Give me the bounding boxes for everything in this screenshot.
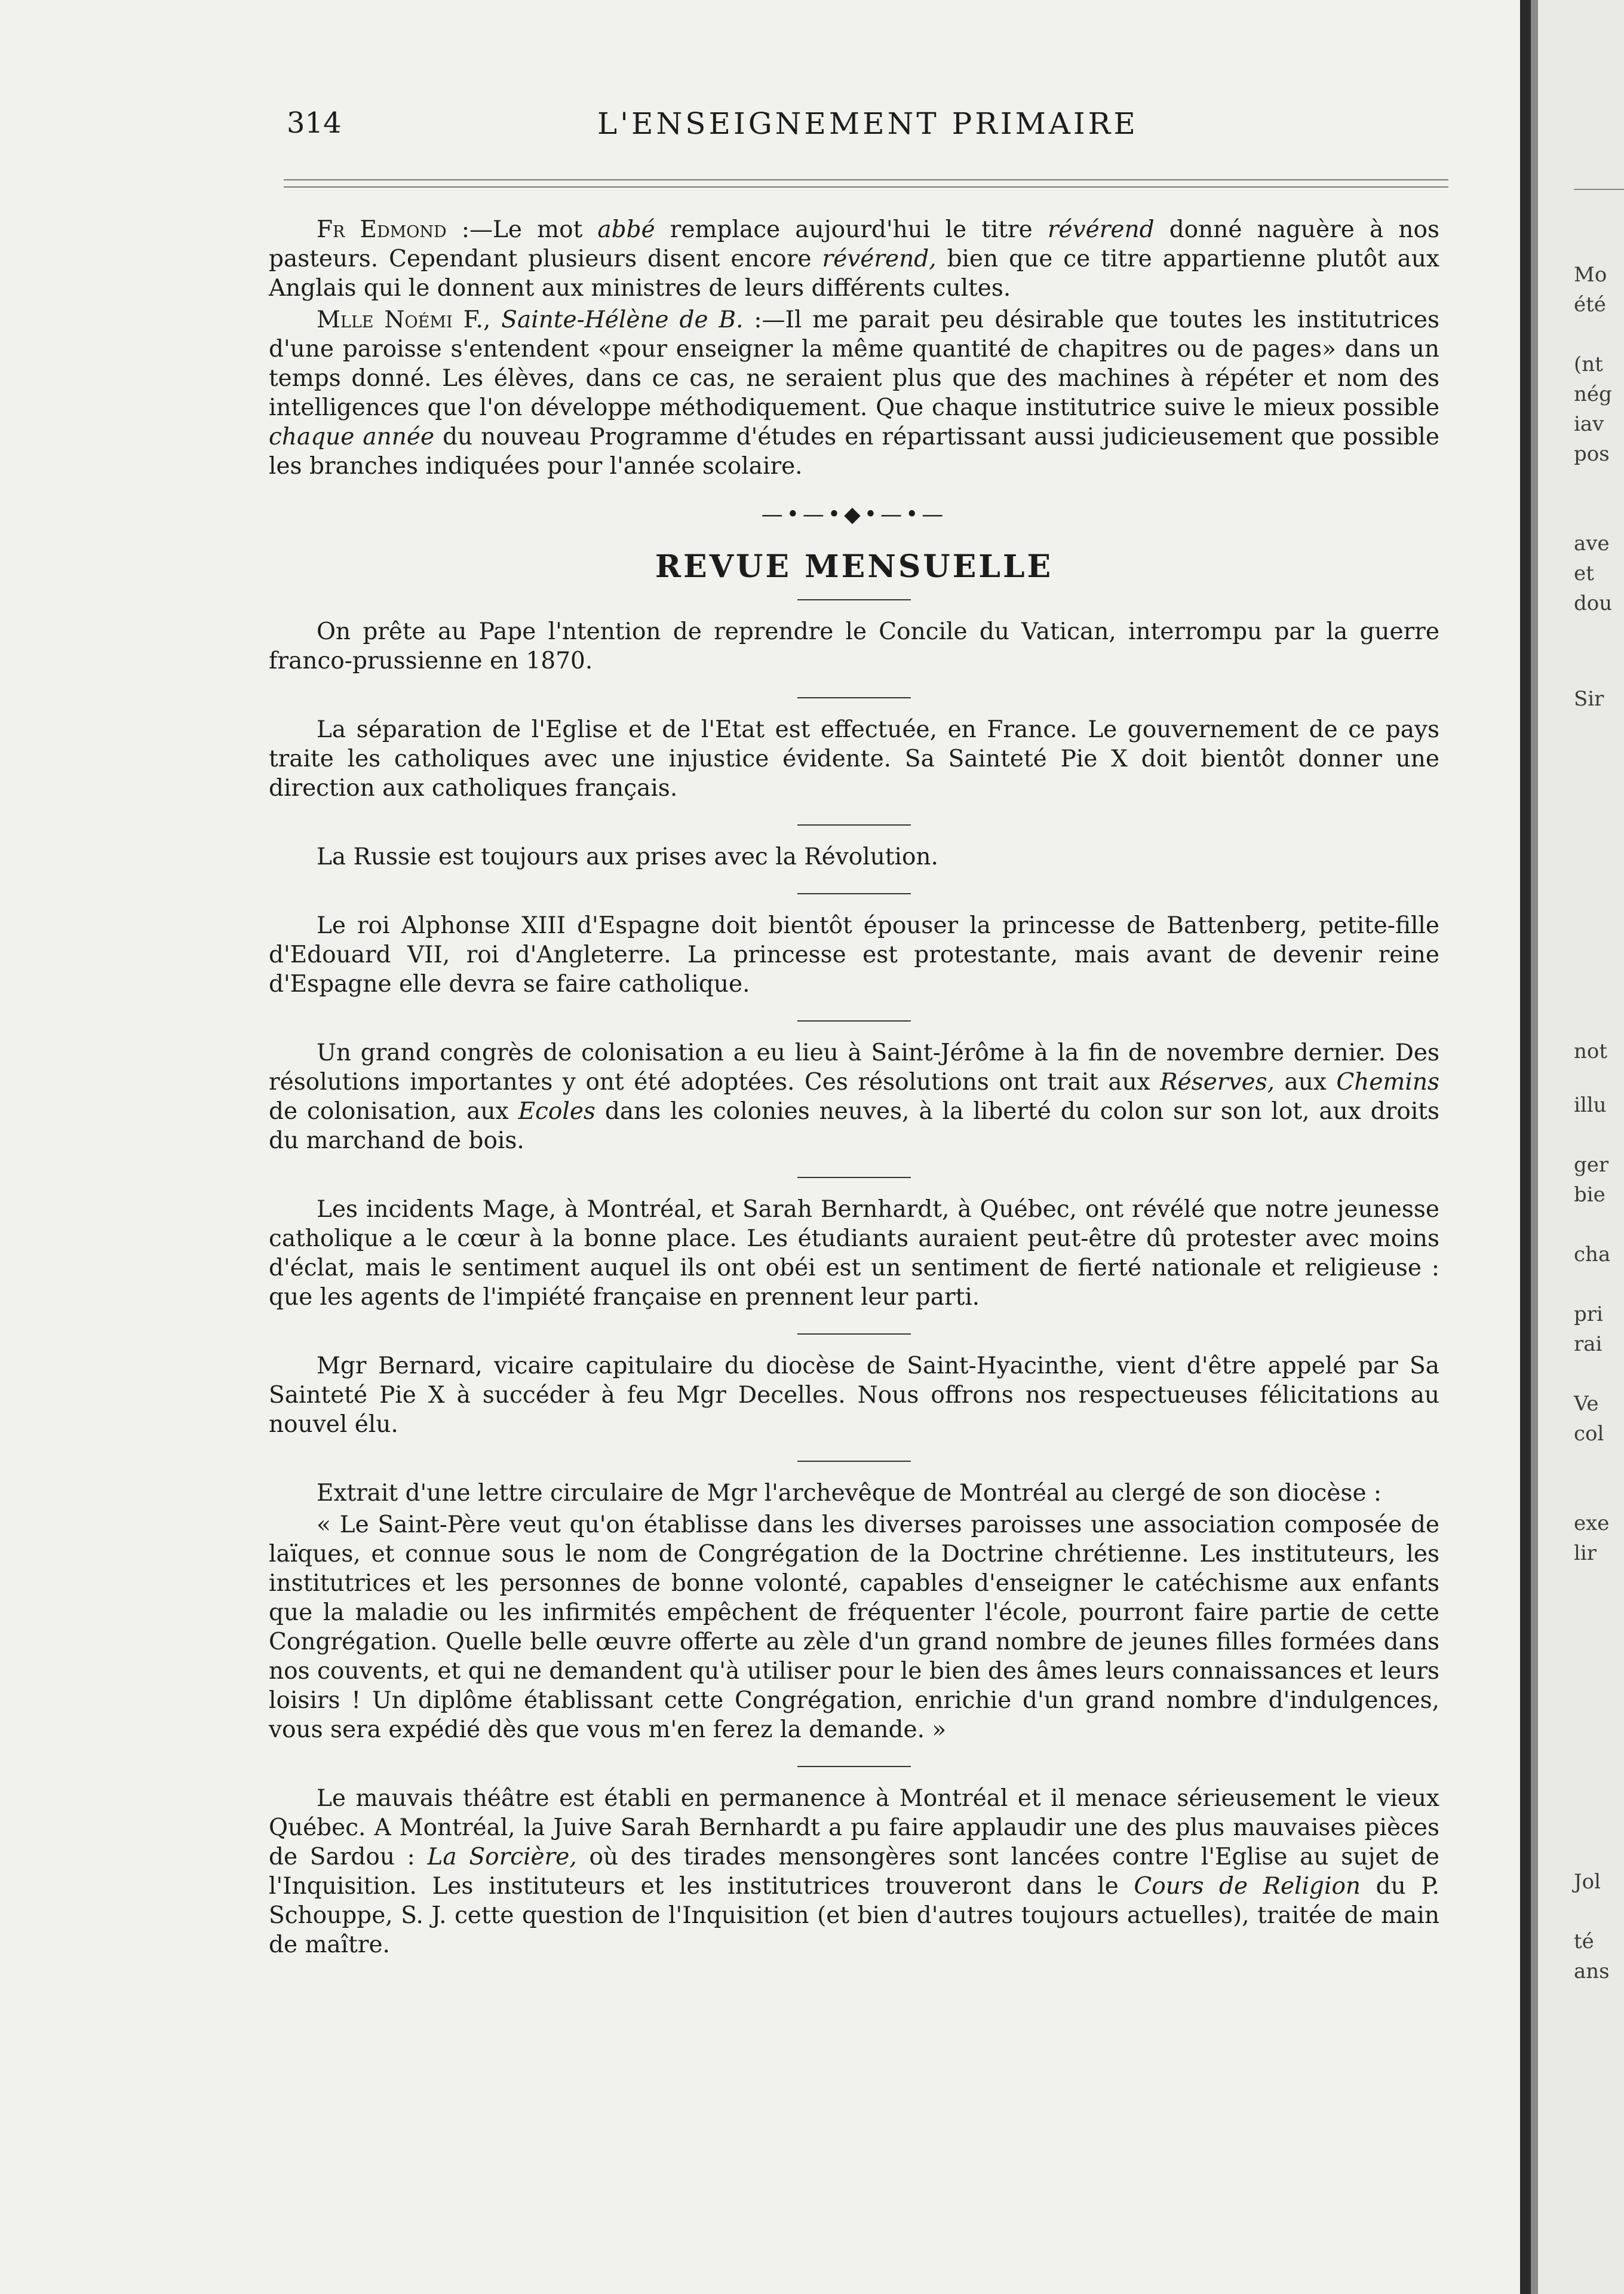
separator	[797, 697, 911, 698]
ornament-divider: —•—•◆•—•—	[761, 502, 947, 527]
page-number: 314	[287, 106, 342, 140]
book-gutter-edge	[1531, 0, 1538, 2294]
right-page-fragment: rai	[1574, 1332, 1602, 1356]
separator	[797, 1020, 911, 1022]
news-item-colonisation: Un grand congrès de colonisation a eu lieu à Saint-Jérôme à la fin de novembre dernier. Des résolutions importantes y ont été adoptées. Ces résolutions ont trait aux Réserves, aux Chemins de colonisation, aux Ecoles dans les colonies neuves, à la liberté du colon sur son lot, aux droits du marchand de bois.	[269, 1039, 1439, 1154]
right-page-fragment: Sir	[1574, 687, 1604, 711]
separator	[797, 824, 911, 826]
respondent-name: Fr Edmond	[317, 216, 447, 243]
right-page-fragment: not	[1574, 1039, 1608, 1063]
right-page-fragment: ave	[1574, 532, 1610, 556]
right-page-fragment: pos	[1574, 442, 1610, 466]
right-page-fragment: Ve	[1574, 1392, 1599, 1416]
right-page-fragment: ans	[1574, 1959, 1610, 1983]
answer-mlle-noemi: Mlle Noémi F., Sainte-Hélène de B. :—Il me parait peu désirable que toutes les institutrices d'une paroisse s'entendent «pour enseigner la même quantité de chapitres ou de pages» dans un temps donné. Les élèves, dans ce cas, ne seraient plus que des machines à répéter et nom des intelligences que l'on développe méthodiquement. Que chaque institutrice suive le mieux possible chaque année du nouveau Programme d'études en répartissant aussi judicieusement que possible les branches indiquées pour l'année scolaire.	[269, 306, 1439, 480]
news-item-vatican: On prête au Pape l'ntention de reprendre le Concile du Vatican, interrompu par la guerre franco-prussienne en 1870.	[269, 618, 1439, 674]
header-rule-2	[284, 186, 1448, 188]
text-column	[269, 215, 1439, 1981]
right-page-fragment: cha	[1574, 1243, 1611, 1266]
section-title: REVUE MENSUELLE	[655, 548, 1054, 585]
news-item-separation: La séparation de l'Eglise et de l'Etat est effectuée, en France. Le gouvernement de ce pays traite les catholiques avec une injustice évidente. Sa Sainteté Pie X doit bientôt donner une direction aux catholiques français.	[269, 716, 1439, 802]
right-page-fragment: bie	[1574, 1183, 1605, 1207]
right-page-fragment: dou	[1574, 591, 1613, 615]
right-page-fragment: Mo	[1574, 263, 1607, 287]
answer-fr-edmond: Fr Edmond :—Le mot abbé remplace aujourd'hui le titre révérend donné naguère à nos pasteurs. Cependant plusieurs disent encore révérend, bien que ce titre appartienne plutôt aux Anglais qui le donnent aux ministres de leurs différents cultes.	[269, 216, 1439, 302]
right-page-fragment: té	[1574, 1930, 1594, 1953]
news-item-circular-intro: Extrait d'une lettre circulaire de Mgr l'archevêque de Montréal au clergé de son diocèse :	[317, 1480, 1382, 1507]
news-item-alphonse: Le roi Alphonse XIII d'Espagne doit bientôt épouser la princesse de Battenberg, petite-fille d'Edouard VII, roi d'Angleterre. La princesse est protestante, mais avant de devenir reine d'Espagne elle devra se faire catholique.	[269, 912, 1439, 998]
separator	[797, 893, 911, 894]
news-item-incidents: Les incidents Mage, à Montréal, et Sarah Bernhardt, à Québec, ont révélé que notre jeunesse catholique a le cœur à la bonne place. Les étudiants auraient peut-être dû protester avec moins d'éclat, mais le sentiment auquel ils ont obéi est un sentiment de fierté nationale et religieuse : que les agents de l'impiété française en prennent leur parti.	[269, 1196, 1439, 1311]
right-page-fragment: illu	[1574, 1093, 1607, 1117]
book-gutter	[1520, 0, 1531, 2294]
separator	[797, 1461, 911, 1462]
separator	[797, 1177, 911, 1178]
right-page-fragment: ger	[1574, 1153, 1609, 1177]
news-item-theatre: Le mauvais théâtre est établi en permanence à Montréal et il menace sérieusement le vieux Québec. A Montréal, la Juive Sarah Bernhardt a pu faire applaudir une des plus mauvaises pièces de Sardou : La Sorcière, où des tirades mensongères sont lancées contre l'Eglise au sujet de l'Inquisition. Les instituteurs et les institutrices trouveront dans le Cours de Religion du P. Schouppe, S. J. cette question de l'Inquisition (et bien d'autres toujours actuelles), traitée de main de maître.	[269, 1785, 1439, 1958]
right-page-header-rule	[1574, 189, 1624, 190]
separator	[797, 599, 911, 600]
respondent-name: Mlle Noémi F.,	[317, 306, 491, 333]
right-page-fragment: pri	[1574, 1302, 1603, 1326]
right-page-fragment: exe	[1574, 1511, 1610, 1535]
right-page-fragment: col	[1574, 1422, 1604, 1446]
right-page-fragment: Jol	[1574, 1870, 1601, 1894]
running-title: L'ENSEIGNEMENT PRIMAIRE	[597, 106, 1138, 141]
right-page-edge	[1538, 0, 1624, 2294]
right-page-fragment: lir	[1574, 1541, 1597, 1565]
right-page-fragment: (nt	[1574, 352, 1603, 376]
right-page-fragment: nég	[1574, 382, 1612, 406]
separator	[797, 1333, 911, 1335]
right-page-fragment: et	[1574, 562, 1594, 585]
right-page-fragment: iav	[1574, 412, 1604, 436]
news-item-circular-quote: « Le Saint-Père veut qu'on établisse dans les diverses paroisses une association composée de laïques, et connue sous le nom de Congrégation de la Doctrine chrétienne. Les instituteurs, les institutrices et les personnes de bonne volonté, capables d'enseigner le catéchisme aux enfants que la maladie ou les infirmités empêchent de fréquenter l'école, pourront faire partie de cette Congrégation. Quelle belle œuvre offerte au zèle d'un grand nombre de jeunes filles formées dans nos couvents, et qui ne demandent qu'à utiliser pour le bien des âmes leurs connaissances et leurs loisirs ! Un diplôme établissant cette Congrégation, enrichie d'un grand nombre d'indulgences, vous sera expédié dès que vous m'en ferez la demande. »	[269, 1511, 1439, 1743]
right-page-fragment: été	[1574, 293, 1606, 317]
header-rule	[284, 179, 1448, 180]
page-header	[287, 106, 1505, 154]
news-item-mgr-bernard: Mgr Bernard, vicaire capitulaire du diocèse de Saint-Hyacinthe, vient d'être appelé par Sa Sainteté Pie X à succéder à feu Mgr Decelles. Nous offrons nos respectueuses félicitations au nouvel élu.	[269, 1353, 1439, 1438]
separator	[797, 1766, 911, 1767]
news-item-russia: La Russie est toujours aux prises avec la Révolution.	[317, 844, 938, 870]
